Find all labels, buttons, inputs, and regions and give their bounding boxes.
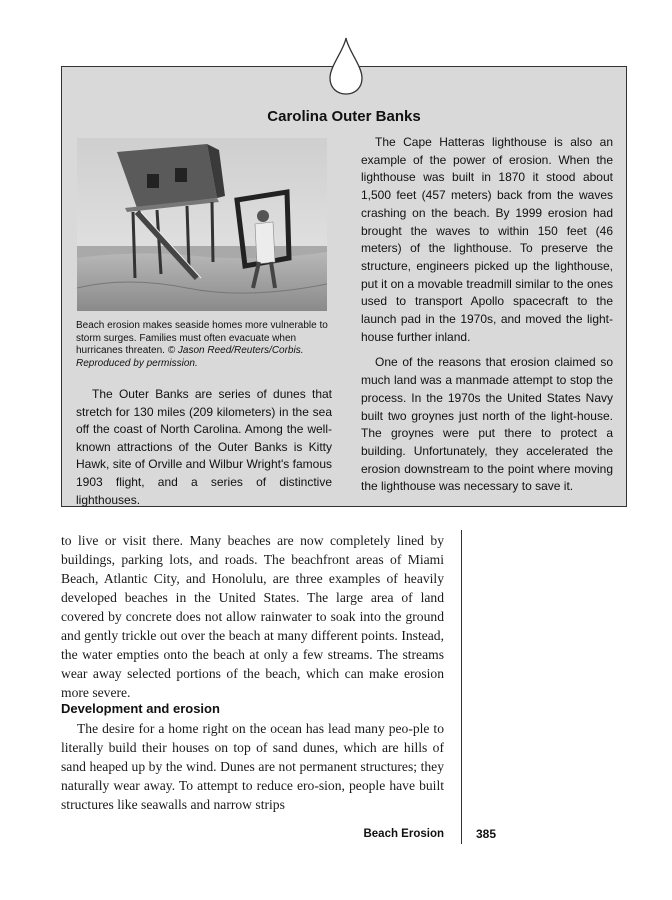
photo-credit: © Jason Reed/Reuters/Corbis. Reproduced by permission. xyxy=(76,345,304,369)
water-drop-icon xyxy=(322,36,370,96)
running-footer-title: Beach Erosion xyxy=(363,828,444,840)
body-paragraph-2: The desire for a home right on the ocean has lead many peo-ple to literally build their houses on top of sand dunes, which are hills of sand heaped up by the wind. Dunes are not permanent structures; they naturally wear away. To attempt to reduce ero-sion, people have built structures like seawalls and narrow strips xyxy=(61,721,444,812)
column-divider xyxy=(461,530,462,844)
caption-text: Beach erosion makes seaside homes more vulnerable to storm surges. Families must often evacuate when hurricanes threaten. xyxy=(76,320,328,356)
sidebar-right-column xyxy=(361,134,613,504)
section-heading: Development and erosion xyxy=(61,701,220,716)
photo-caption xyxy=(76,320,332,370)
sidebar-box xyxy=(61,66,627,507)
sidebar-title: Carolina Outer Banks xyxy=(267,108,421,125)
beach-house-photo xyxy=(77,138,327,311)
page-number: 385 xyxy=(476,827,497,841)
body-paragraph-1: to live or visit there. Many beaches are now completely lined by buildings, parking lots, and roads. The beachfront areas of Miami Beach, Atlantic City, and Honolulu, are three examples of heavily developed beaches in the United States. The large area of land covered by concrete does not allow rainwater to soak into the ground and gently trickle out over the beach at many different points. Instead, the water empties onto the beach at only a few streams. The streams wear away selected portions of the beach, which can make erosion more severe. xyxy=(61,533,444,700)
groynes-paragraph: One of the reasons that erosion claimed so much land was a manmade attempt to stop the process. In the 1970s the United States Navy built two groynes just north of the light-house. The groynes were put there to protect a building. Unfortunately, they accelerated the erosion downstream to the point where moving the lighthouse was necessary to save it. xyxy=(361,355,613,494)
lighthouse-paragraph: The Cape Hatteras lighthouse is also an example of the power of erosion. When the lighthouse was built in 1870 it stood about 1,500 feet (457 meters) back from the waves crashing on the beach. By 1999 erosion had brought the waves to within 150 feet (46 meters) of the lighthouse. To preserve the structure, engineers picked up the lighthouse, put it on a movable treadmill similar to the ones used to transport Apollo spacecraft to the launch pad in the 1970s, and moved the light-house further inland. xyxy=(361,135,613,344)
outer-banks-paragraph: The Outer Banks are series of dunes that stretch for 130 miles (209 kilometers) in the sea off the coast of North Carolina. Among the well-known attractions of the Outer Banks is Kitty Hawk, site of Orville and Wilbur Wright's famous 1903 flight, and a series of distinctive lighthouses. xyxy=(76,387,332,507)
